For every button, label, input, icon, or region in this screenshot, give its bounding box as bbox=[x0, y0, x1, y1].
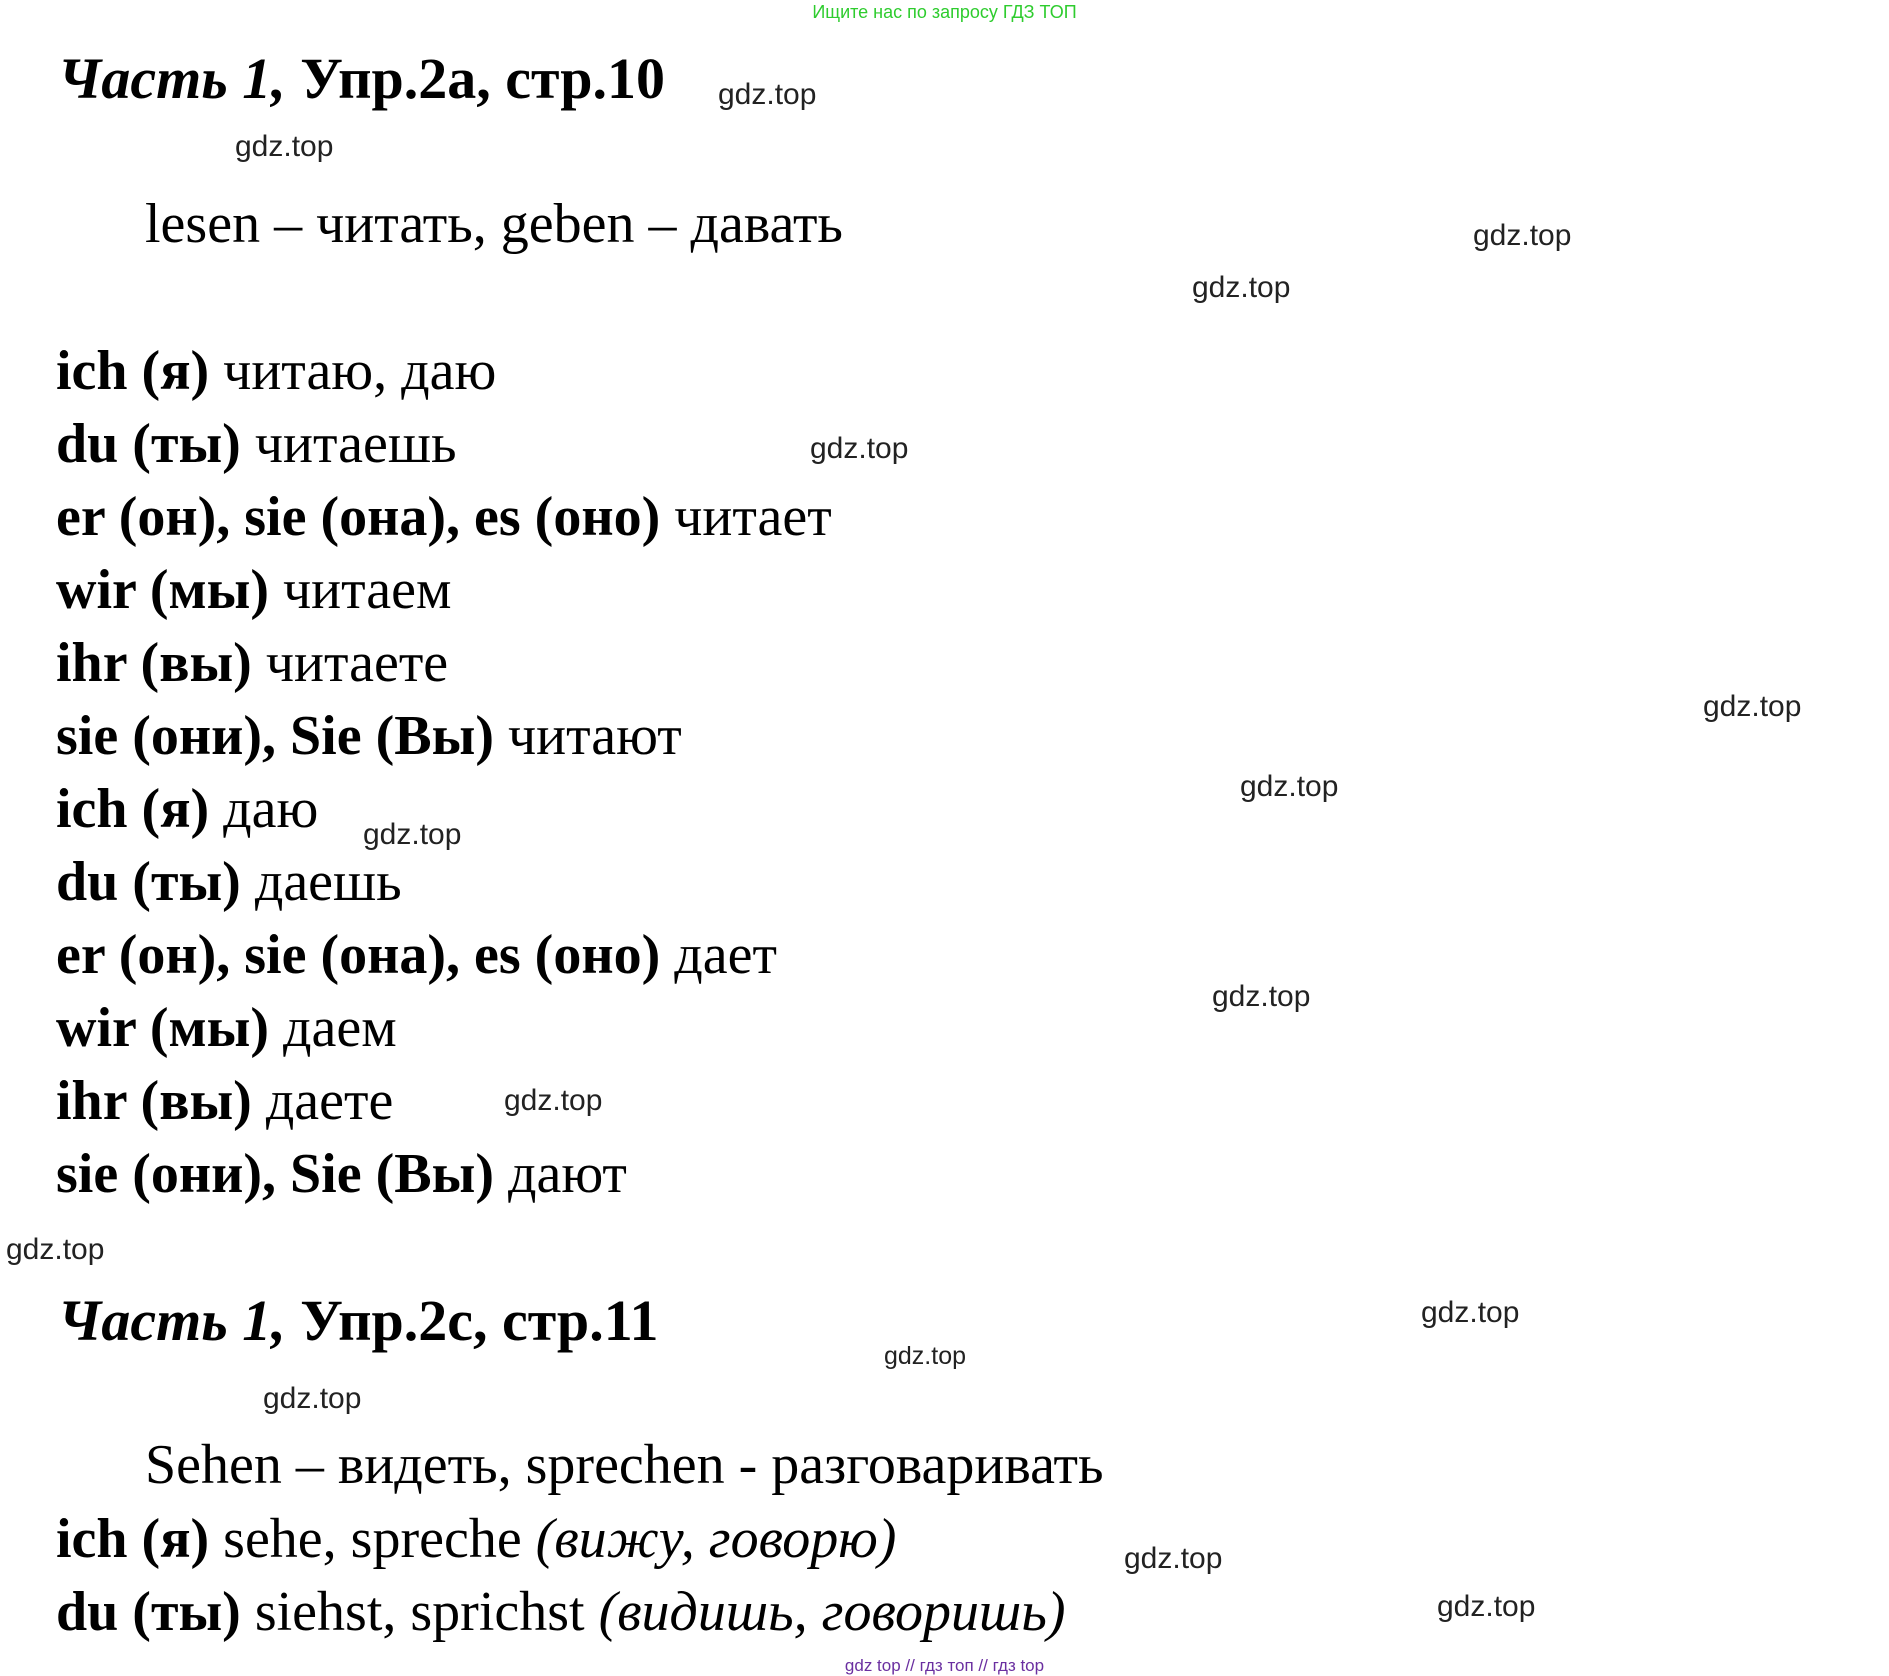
conjugation-row bbox=[56, 851, 402, 913]
verb-form: даем bbox=[269, 997, 397, 1059]
translation: (видишь, говоришь) bbox=[598, 1581, 1066, 1643]
conjugation-row bbox=[56, 1070, 394, 1132]
watermark: gdz.top bbox=[6, 1233, 105, 1266]
watermark: gdz.top bbox=[1212, 980, 1311, 1013]
conjugation-row bbox=[56, 1508, 897, 1570]
pronoun: er (он), sie (она), es (оно) bbox=[56, 486, 661, 548]
watermark: gdz.top bbox=[718, 78, 817, 111]
pronoun: ich (я) bbox=[56, 340, 210, 402]
pronoun: du (ты) bbox=[56, 851, 241, 913]
verb-form: читаю, даю bbox=[209, 340, 497, 402]
watermark: gdz.top bbox=[1437, 1590, 1536, 1623]
section2-part-label: Часть 1, bbox=[58, 1288, 286, 1353]
conjugation-row bbox=[56, 778, 319, 840]
pronoun: ihr (вы) bbox=[56, 1070, 252, 1132]
verb-form: читаем bbox=[269, 559, 452, 621]
watermark: gdz.top bbox=[1703, 690, 1802, 723]
pronoun: er (он), sie (она), es (оно) bbox=[56, 924, 661, 986]
verb-form: даете bbox=[251, 1070, 394, 1132]
conjugation-row bbox=[56, 705, 682, 767]
conjugation-row bbox=[56, 486, 832, 548]
verb-form: читает bbox=[660, 486, 832, 548]
watermark: gdz.top bbox=[1192, 271, 1291, 304]
verb-form: читают bbox=[493, 705, 682, 767]
section2-heading bbox=[58, 1288, 659, 1353]
watermark: gdz.top bbox=[1240, 770, 1339, 803]
pronoun: ich (я) bbox=[56, 778, 210, 840]
watermark: gdz.top bbox=[1124, 1542, 1223, 1575]
watermark: gdz.top bbox=[363, 818, 462, 851]
conjugation-row bbox=[56, 1143, 627, 1205]
verb-form: читаете bbox=[251, 632, 449, 694]
verb-form: siehst, sprichst bbox=[240, 1581, 599, 1643]
conjugation-row bbox=[56, 1581, 1066, 1643]
conjugation-row bbox=[56, 924, 777, 986]
search-banner: Ищите нас по запросу ГДЗ ТОП bbox=[812, 2, 1077, 22]
watermark: gdz.top bbox=[810, 432, 909, 465]
verb-form: даешь bbox=[240, 851, 402, 913]
pronoun: wir (мы) bbox=[56, 997, 270, 1059]
conjugation-row bbox=[56, 559, 452, 621]
section1-heading bbox=[58, 46, 665, 111]
section1-part-label: Часть 1, bbox=[58, 46, 286, 111]
section1-vocab: lesen – читать, geben – давать bbox=[145, 193, 843, 255]
pronoun: wir (мы) bbox=[56, 559, 270, 621]
watermark: gdz.top bbox=[263, 1382, 362, 1415]
watermark: gdz.top bbox=[504, 1084, 603, 1117]
footer-watermark: gdz top // гдз топ // гдз top bbox=[844, 1656, 1045, 1675]
section1-title: Упр.2a, стр.10 bbox=[285, 46, 665, 111]
pronoun: ihr (вы) bbox=[56, 632, 252, 694]
watermark: gdz.top bbox=[1421, 1296, 1520, 1329]
verb-form: дает bbox=[660, 924, 777, 986]
watermark: gdz.top bbox=[884, 1342, 967, 1370]
watermark: gdz.top bbox=[235, 130, 334, 163]
conjugation-row bbox=[56, 997, 397, 1059]
conjugation-row bbox=[56, 632, 449, 694]
conjugation-row bbox=[56, 340, 497, 402]
verb-form: sehe, spreche bbox=[209, 1508, 536, 1570]
pronoun: du (ты) bbox=[56, 413, 241, 475]
section2-title: Упр.2c, стр.11 bbox=[285, 1288, 659, 1353]
pronoun: sie (они), Sie (Вы) bbox=[56, 705, 494, 767]
section2-vocab: Sehen – видеть, sprechen - разговаривать bbox=[145, 1434, 1104, 1496]
verb-form: читаешь bbox=[240, 413, 457, 475]
conjugation-row bbox=[56, 413, 457, 475]
verb-form: даю bbox=[209, 778, 319, 840]
pronoun: ich (я) bbox=[56, 1508, 210, 1570]
watermark: gdz.top bbox=[1473, 219, 1572, 252]
translation: (вижу, говорю) bbox=[535, 1508, 897, 1570]
pronoun: sie (они), Sie (Вы) bbox=[56, 1143, 494, 1205]
verb-form: дают bbox=[493, 1143, 627, 1205]
pronoun: du (ты) bbox=[56, 1581, 241, 1643]
